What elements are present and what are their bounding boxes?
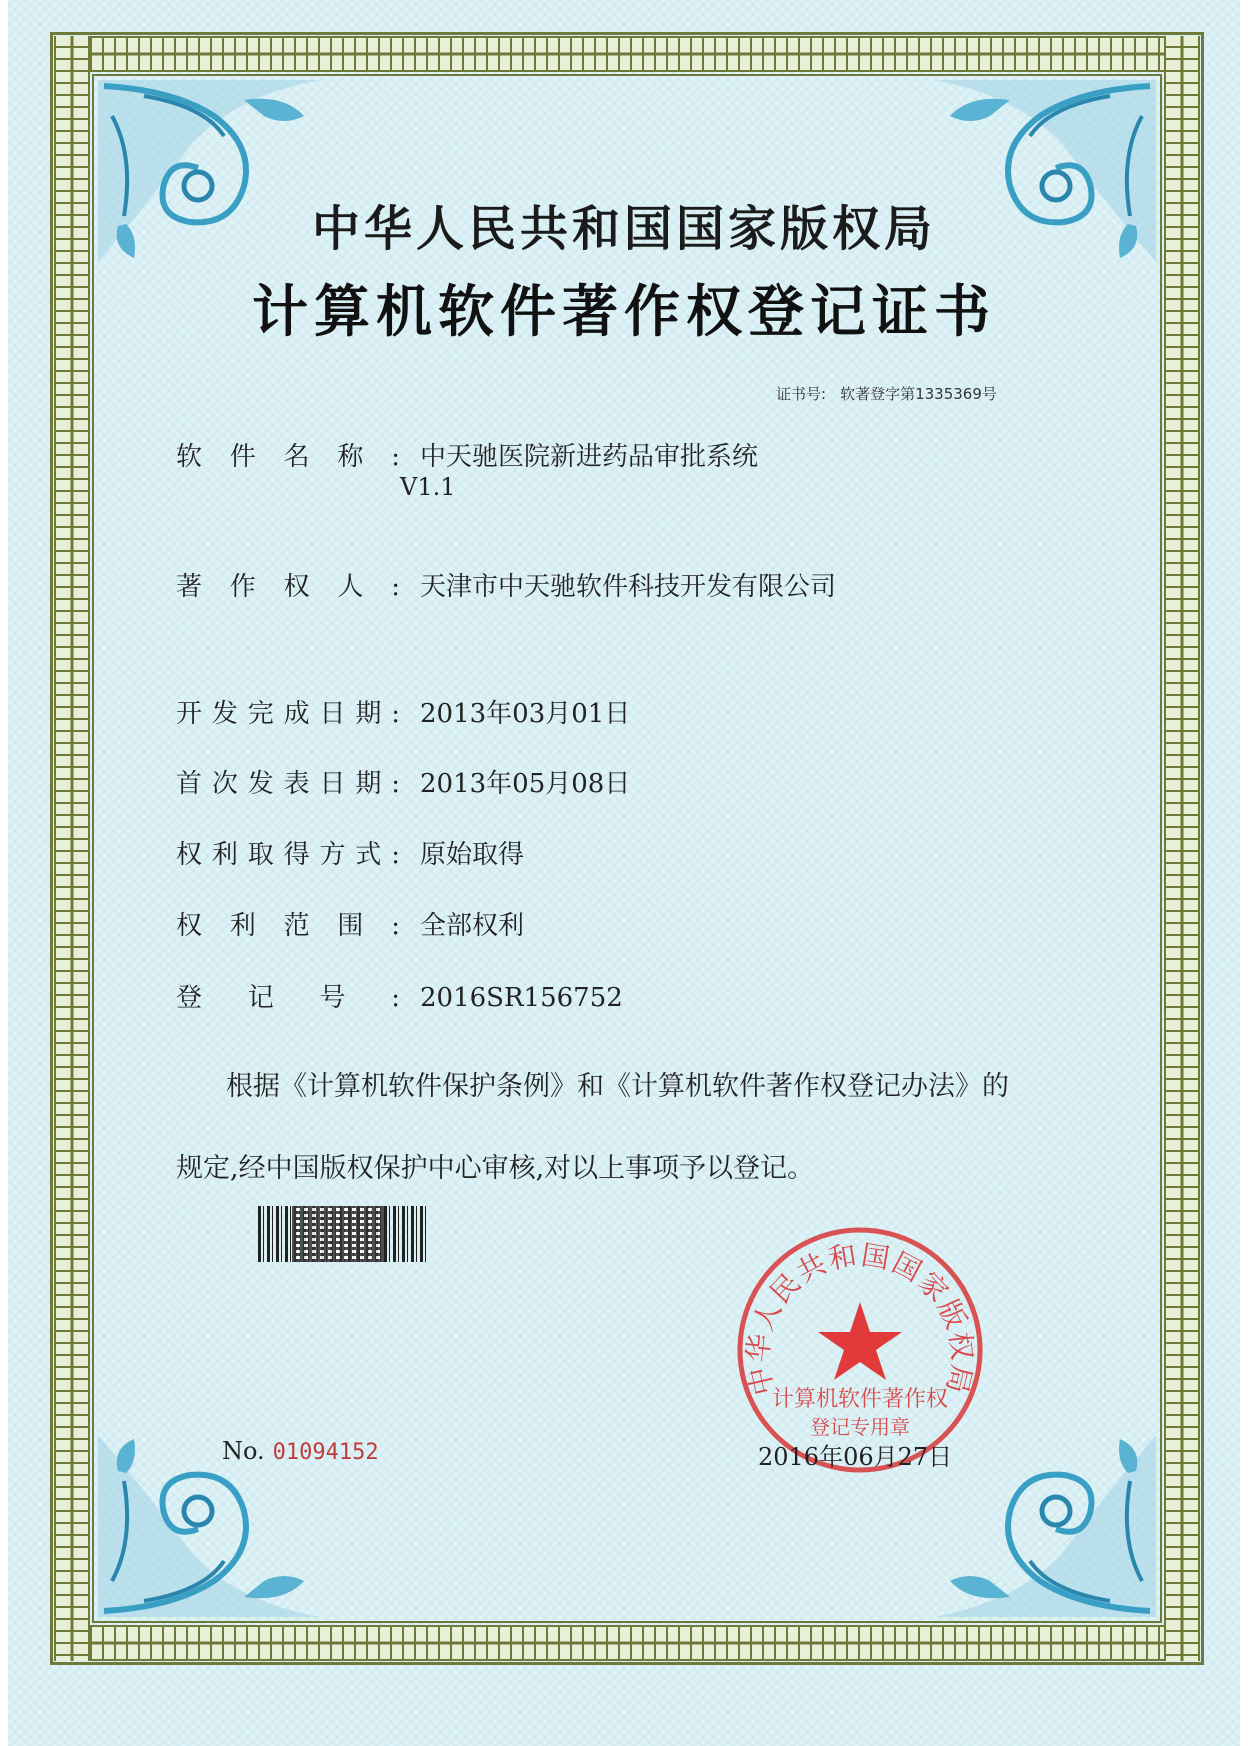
seal-inner-line-1: 计算机软件著作权: [771, 1387, 949, 1412]
issuer-title: 中华人民共和国国家版权局: [311, 201, 936, 257]
fret-border-bottom: [54, 1625, 1200, 1661]
statement-line-2: 规定,经中国版权保护中心审核,对以上事项予以登记。: [176, 1153, 815, 1184]
star-icon: [818, 1302, 902, 1380]
serial-prefix: No.: [222, 1437, 265, 1465]
field-development-date: [176, 693, 630, 730]
field-value: 2013年05月08日: [420, 769, 631, 799]
field-label: 开发完成日期:: [176, 699, 400, 729]
certificate-title: 计算机软件著作权登记证书: [252, 279, 996, 345]
field-label: 首次发表日期:: [176, 769, 400, 799]
field-rights-acquisition: [176, 834, 524, 871]
serial-number: [222, 1437, 379, 1465]
issue-date: 2016年06月27日: [758, 1443, 953, 1471]
fret-border-top: [54, 36, 1200, 72]
seal-ring-text: 中华人民共和国国家版权局: [741, 1238, 979, 1399]
field-label: 软件名称:: [176, 442, 400, 472]
registration-statement: [176, 1046, 1116, 1210]
field-value: 中天驰医院新进药品审批系统: [420, 442, 759, 472]
seal-inner-line-2: 登记专用章: [810, 1415, 910, 1439]
field-label: 著作权人:: [176, 572, 400, 602]
certificate-number: [776, 383, 997, 404]
field-label: 登记号:: [176, 983, 400, 1013]
field-value: 原始取得: [420, 840, 525, 870]
field-label: 权利范围:: [176, 911, 400, 941]
barcode: [258, 1206, 428, 1262]
field-software-name: [176, 436, 758, 473]
field-rights-scope: [176, 905, 524, 942]
qr-code: [292, 1206, 384, 1262]
field-copyright-owner: [176, 566, 836, 603]
field-value: 全部权利: [420, 911, 525, 941]
field-publication-date: [176, 763, 630, 800]
field-registration-number: [176, 977, 623, 1014]
certificate-number-value: 软著登字第1335369号: [840, 385, 997, 403]
statement-line-1: 根据《计算机软件保护条例》和《计算机软件著作权登记办法》的: [226, 1071, 1009, 1102]
field-value: 天津市中天驰软件科技开发有限公司: [420, 572, 837, 602]
certificate-paper: [8, 0, 1240, 1746]
field-value: 2016SR156752: [420, 983, 623, 1013]
field-label: 权利取得方式:: [176, 840, 400, 870]
field-value: 2013年03月01日: [420, 699, 631, 729]
software-version: V1.1: [400, 473, 456, 501]
serial-value: 01094152: [272, 1440, 379, 1465]
certificate-number-label: 证书号:: [776, 385, 827, 403]
